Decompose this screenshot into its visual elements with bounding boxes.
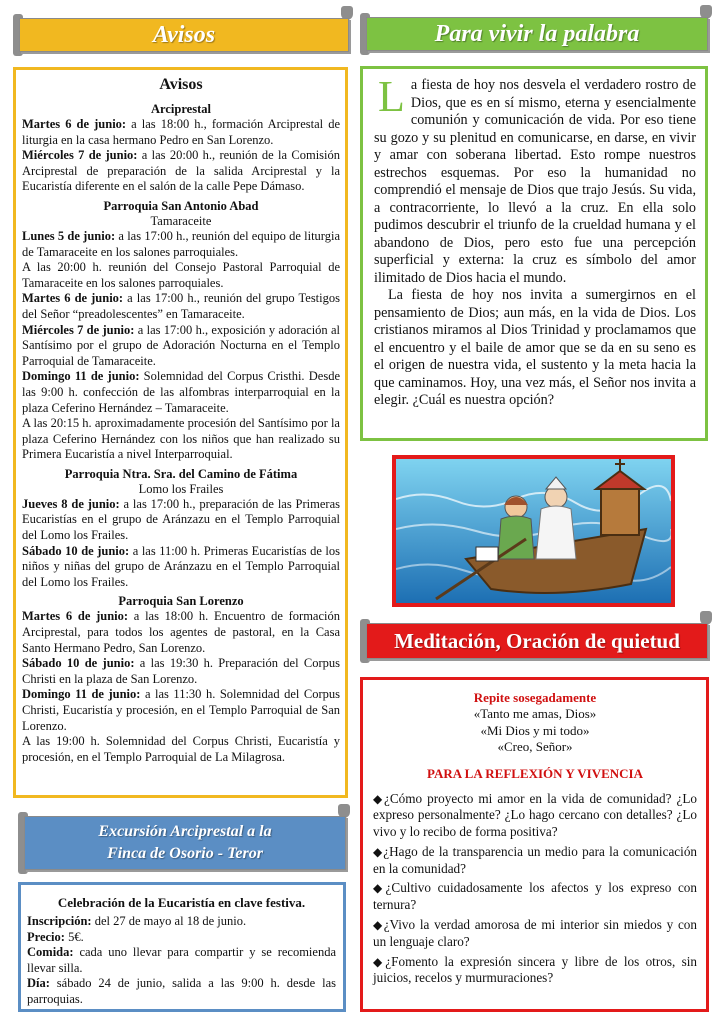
aviso-item <box>22 734 340 765</box>
avisos-section-subtitle: Lomo los Frailes <box>138 481 224 496</box>
aviso-text: Solemnidad del Corpus Cristhi. Desde las 9:00 h. confección de las alfombras interparroquial en la plaza Ceferino Hernández – Tamaraceite. <box>22 369 340 415</box>
trinity-boat-illustration <box>392 455 675 607</box>
excursion-banner-line2: Finca de Osorio - Teror <box>107 845 263 862</box>
avisos-box <box>13 67 348 798</box>
palabra-banner-title: Para vivir la palabra <box>434 20 640 47</box>
aviso-date: Domingo 11 de junio: <box>22 687 141 702</box>
aviso-text: a las 18:00 h. Encuentro de formación Arciprestal, para todos los agentes de pastoral, en la Casa Santo Hermano Pedro, San Lorenzo. <box>22 609 340 655</box>
aviso-text: a las 19:30 h. Preparación del Corpus Christi en la plaza de San Lorenzo. <box>22 656 340 686</box>
aviso-text: a las 17:00 h., preparación de las Primeras Eucaristías en el grupo de Aránzazu en el Templo Parroquial del Lomo los Frailes. <box>22 496 340 543</box>
aviso-text: a las 17:00 h., exposición y adoración al Santísimo por el grupo de Adoración Nocturna en el Templo Parroquial de Tamaraceite. <box>22 322 340 368</box>
meditacion-banner <box>366 619 708 661</box>
question-text: ¿Hago de la transparencia un medio para la comunicación en la comunidad? <box>373 843 698 876</box>
aviso-date: Sábado 10 de junio: <box>22 543 130 558</box>
palabra-p1-text: a fiesta de hoy nos desvela el verdadero rostro de Dios, que es en sí mismo, eterna y esencialmente comunión y comunicación de vida. Por eso tiene su gozo y su plenitud en comunicarse, en darse, en vivir y amar con soberana libertad. Esto rompe nuestros estrechos esquemas. Por eso la humanidad no comprendió el mensaje de Dios que trajo Jesús. Su vida, a contracorriente, lo llevó a la cruz. En ella solo pudimos descubrir el triunfo de la crueldad humana y el abandono de Dios, pero esto fue una percepción superficial y externa: la cruz es símbolo del amor ilimitado de Dios hacia el mundo. <box>374 77 696 286</box>
question-text: ¿Cómo proyecto mi amor en la vida de comunidad? ¿Lo expreso personalmente? ¿Lo hago cercano con detalles? ¿Lo vivo y lo recibo de forma positiva? <box>373 790 697 840</box>
aviso-item <box>22 687 340 734</box>
reflexion-title: PARA LA REFLEXIÓN Y VIVENCIA <box>427 765 643 781</box>
aviso-date: Miércoles 7 de junio: <box>22 148 138 163</box>
diamond-bullet-icon: ◆ <box>373 918 384 933</box>
avisos-heading: Avisos <box>159 76 203 93</box>
aviso-date: Martes 6 de junio: <box>22 291 124 306</box>
excursion-row-label: Día: <box>27 976 50 990</box>
meditacion-box <box>360 677 709 1012</box>
excursion-banner <box>24 812 346 872</box>
avisos-section-title: Parroquia Ntra. Sra. del Camino de Fátima <box>64 466 298 481</box>
question-text: ¿Cultivo cuidadosamente los afectos y los expreso con ternura? <box>373 880 697 913</box>
aviso-date: Sábado 10 de junio: <box>22 656 135 671</box>
aviso-text: A las 19:00 h. Solemnidad del Corpus Christi, Eucaristía y procesión, en el Templo Parroquial de La Milagrosa. <box>22 734 340 764</box>
question-text: ¿Fomento la expresión sincera y libre de los otros, sin juicios, recelos y murmuraciones? <box>373 953 698 986</box>
aviso-item <box>22 117 340 148</box>
aviso-item <box>22 497 340 544</box>
meditacion-banner-title: Meditación, Oración de quietud <box>394 628 680 653</box>
aviso-date: Martes 6 de junio: <box>22 117 127 131</box>
repite-label: Repite sosegadamente <box>473 690 597 705</box>
aviso-item <box>22 323 340 370</box>
aviso-item <box>22 544 340 591</box>
boat-scene-image <box>396 459 671 603</box>
excursion-rows <box>27 914 336 1007</box>
aviso-item <box>22 369 340 416</box>
diamond-bullet-icon: ◆ <box>373 791 385 806</box>
aviso-item <box>22 229 340 260</box>
excursion-row-label: Inscripción: <box>27 914 92 928</box>
avisos-section-title: Arciprestal <box>151 102 211 116</box>
excursion-heading: Celebración de la Eucaristía en clave festiva. <box>57 895 306 910</box>
aviso-text: a las 17:00 h., reunión del equipo de liturgia de Tamaraceite en los salones parroquiales. <box>22 228 341 259</box>
reflexion-question <box>373 880 697 914</box>
diamond-bullet-icon: ◆ <box>373 881 386 896</box>
excursion-row <box>27 976 336 1007</box>
reflexion-question <box>373 791 697 841</box>
aviso-date: Martes 6 de junio: <box>22 609 129 624</box>
avisos-section-title: Parroquia San Lorenzo <box>118 594 244 609</box>
aviso-date: Lunes 5 de junio: <box>22 228 116 243</box>
aviso-text: a las 11:00 h. Primeras Eucaristías de los niños y niñas del grupo de Aránzazu en el Templo Parroquial del Lomo los Frailes. <box>22 543 340 589</box>
palabra-paragraph-2: La fiesta de hoy nos invita a sumergirnos en el pensamiento de Dios; aun más, en la vida de Dios. Los cristianos miramos al Dios Trinidad y proclamamos que el encuentro y el baile de amor que se da en su seno es el origen de nuestra vida, el sustento y la meta hacia la que caminamos. Hoy, una vez más, el Señor nos invita a elegir. ¿Cuál es nuestra opción? <box>374 287 696 408</box>
aviso-text: A las 20:00 h. reunión del Consejo Pastoral Parroquial de Tamaraceite en los salones parroquiales. <box>22 260 340 290</box>
excursion-box <box>18 882 346 1012</box>
palabra-banner <box>366 13 708 53</box>
aviso-date: Domingo 11 de junio: <box>22 369 140 384</box>
aviso-text: a las 18:00 h., formación Arciprestal de liturgia en la casa hermano Pedro en San Lorenzo. <box>22 117 340 147</box>
reflexion-questions <box>373 791 697 988</box>
aviso-item <box>22 609 340 656</box>
aviso-item <box>22 148 340 195</box>
repite-line-2: «Mi Dios y mi todo» <box>480 722 590 738</box>
reflexion-question <box>373 917 697 951</box>
aviso-date: Miércoles 7 de junio: <box>22 322 135 337</box>
palabra-paragraph-1 <box>374 72 696 287</box>
aviso-item <box>22 416 340 463</box>
repite-line-3: «Creo, Señor» <box>497 739 573 754</box>
palabra-box <box>360 66 708 441</box>
reflexion-question <box>373 954 697 988</box>
aviso-text: a las 17:00 h., reunión del grupo Testigos del Señor “preadolescentes” en Tamaraceite. <box>22 291 340 321</box>
aviso-item <box>22 260 340 291</box>
diamond-bullet-icon: ◆ <box>373 954 386 969</box>
aviso-text: a las 20:00 h., reunión de la Comisión Arciprestal de preparación de la salida Arciprestal y la Eucaristía diferente en el salón de la calle Pepe Dámaso. <box>22 148 340 194</box>
excursion-row-text: cada uno llevar para compartir y se recomienda llevar silla. <box>27 945 336 975</box>
avisos-banner <box>19 14 349 54</box>
aviso-date: Jueves 8 de junio: <box>22 496 120 511</box>
aviso-text: a las 11:30 h. Solemnidad del Corpus Christi, Eucaristía y procesión, en el Templo Parroquial de San Lorenzo. <box>22 687 340 733</box>
avisos-section-title: Parroquia San Antonio Abad <box>103 198 259 213</box>
reflexion-question <box>373 844 697 878</box>
question-text: ¿Vivo la verdad amorosa de mi interior sin miedos y con un lenguaje claro? <box>373 917 697 949</box>
aviso-item <box>22 291 340 322</box>
palabra-dropcap: L <box>378 72 405 121</box>
avisos-banner-title: Avisos <box>152 21 216 48</box>
aviso-item <box>22 656 340 687</box>
aviso-text: A las 20:15 h. aproximadamente procesión del Santísimo por la plaza Ceferino Hernández con los niños que han realizado su Primera Eucaristía a nivel Interparroquial. <box>22 416 340 462</box>
excursion-banner-line1: Excursión Arciprestal a la <box>98 823 272 840</box>
excursion-row <box>27 945 336 976</box>
excursion-row-label: Precio: <box>27 929 65 944</box>
excursion-row-text: del 27 de mayo al 18 de junio. <box>91 914 247 928</box>
excursion-row-text: sábado 24 de junio, salida a las 9:00 h. desde las parroquias. <box>27 976 336 1006</box>
excursion-row-text: 5€. <box>64 929 84 944</box>
avisos-section-subtitle: Tamaraceite <box>150 213 212 228</box>
avisos-sections <box>22 102 340 765</box>
excursion-row-label: Comida: <box>27 945 74 959</box>
diamond-bullet-icon: ◆ <box>373 844 384 859</box>
excursion-row <box>27 930 336 946</box>
repite-line-1: «Tanto me amas, Dios» <box>473 706 597 721</box>
excursion-row <box>27 914 336 930</box>
